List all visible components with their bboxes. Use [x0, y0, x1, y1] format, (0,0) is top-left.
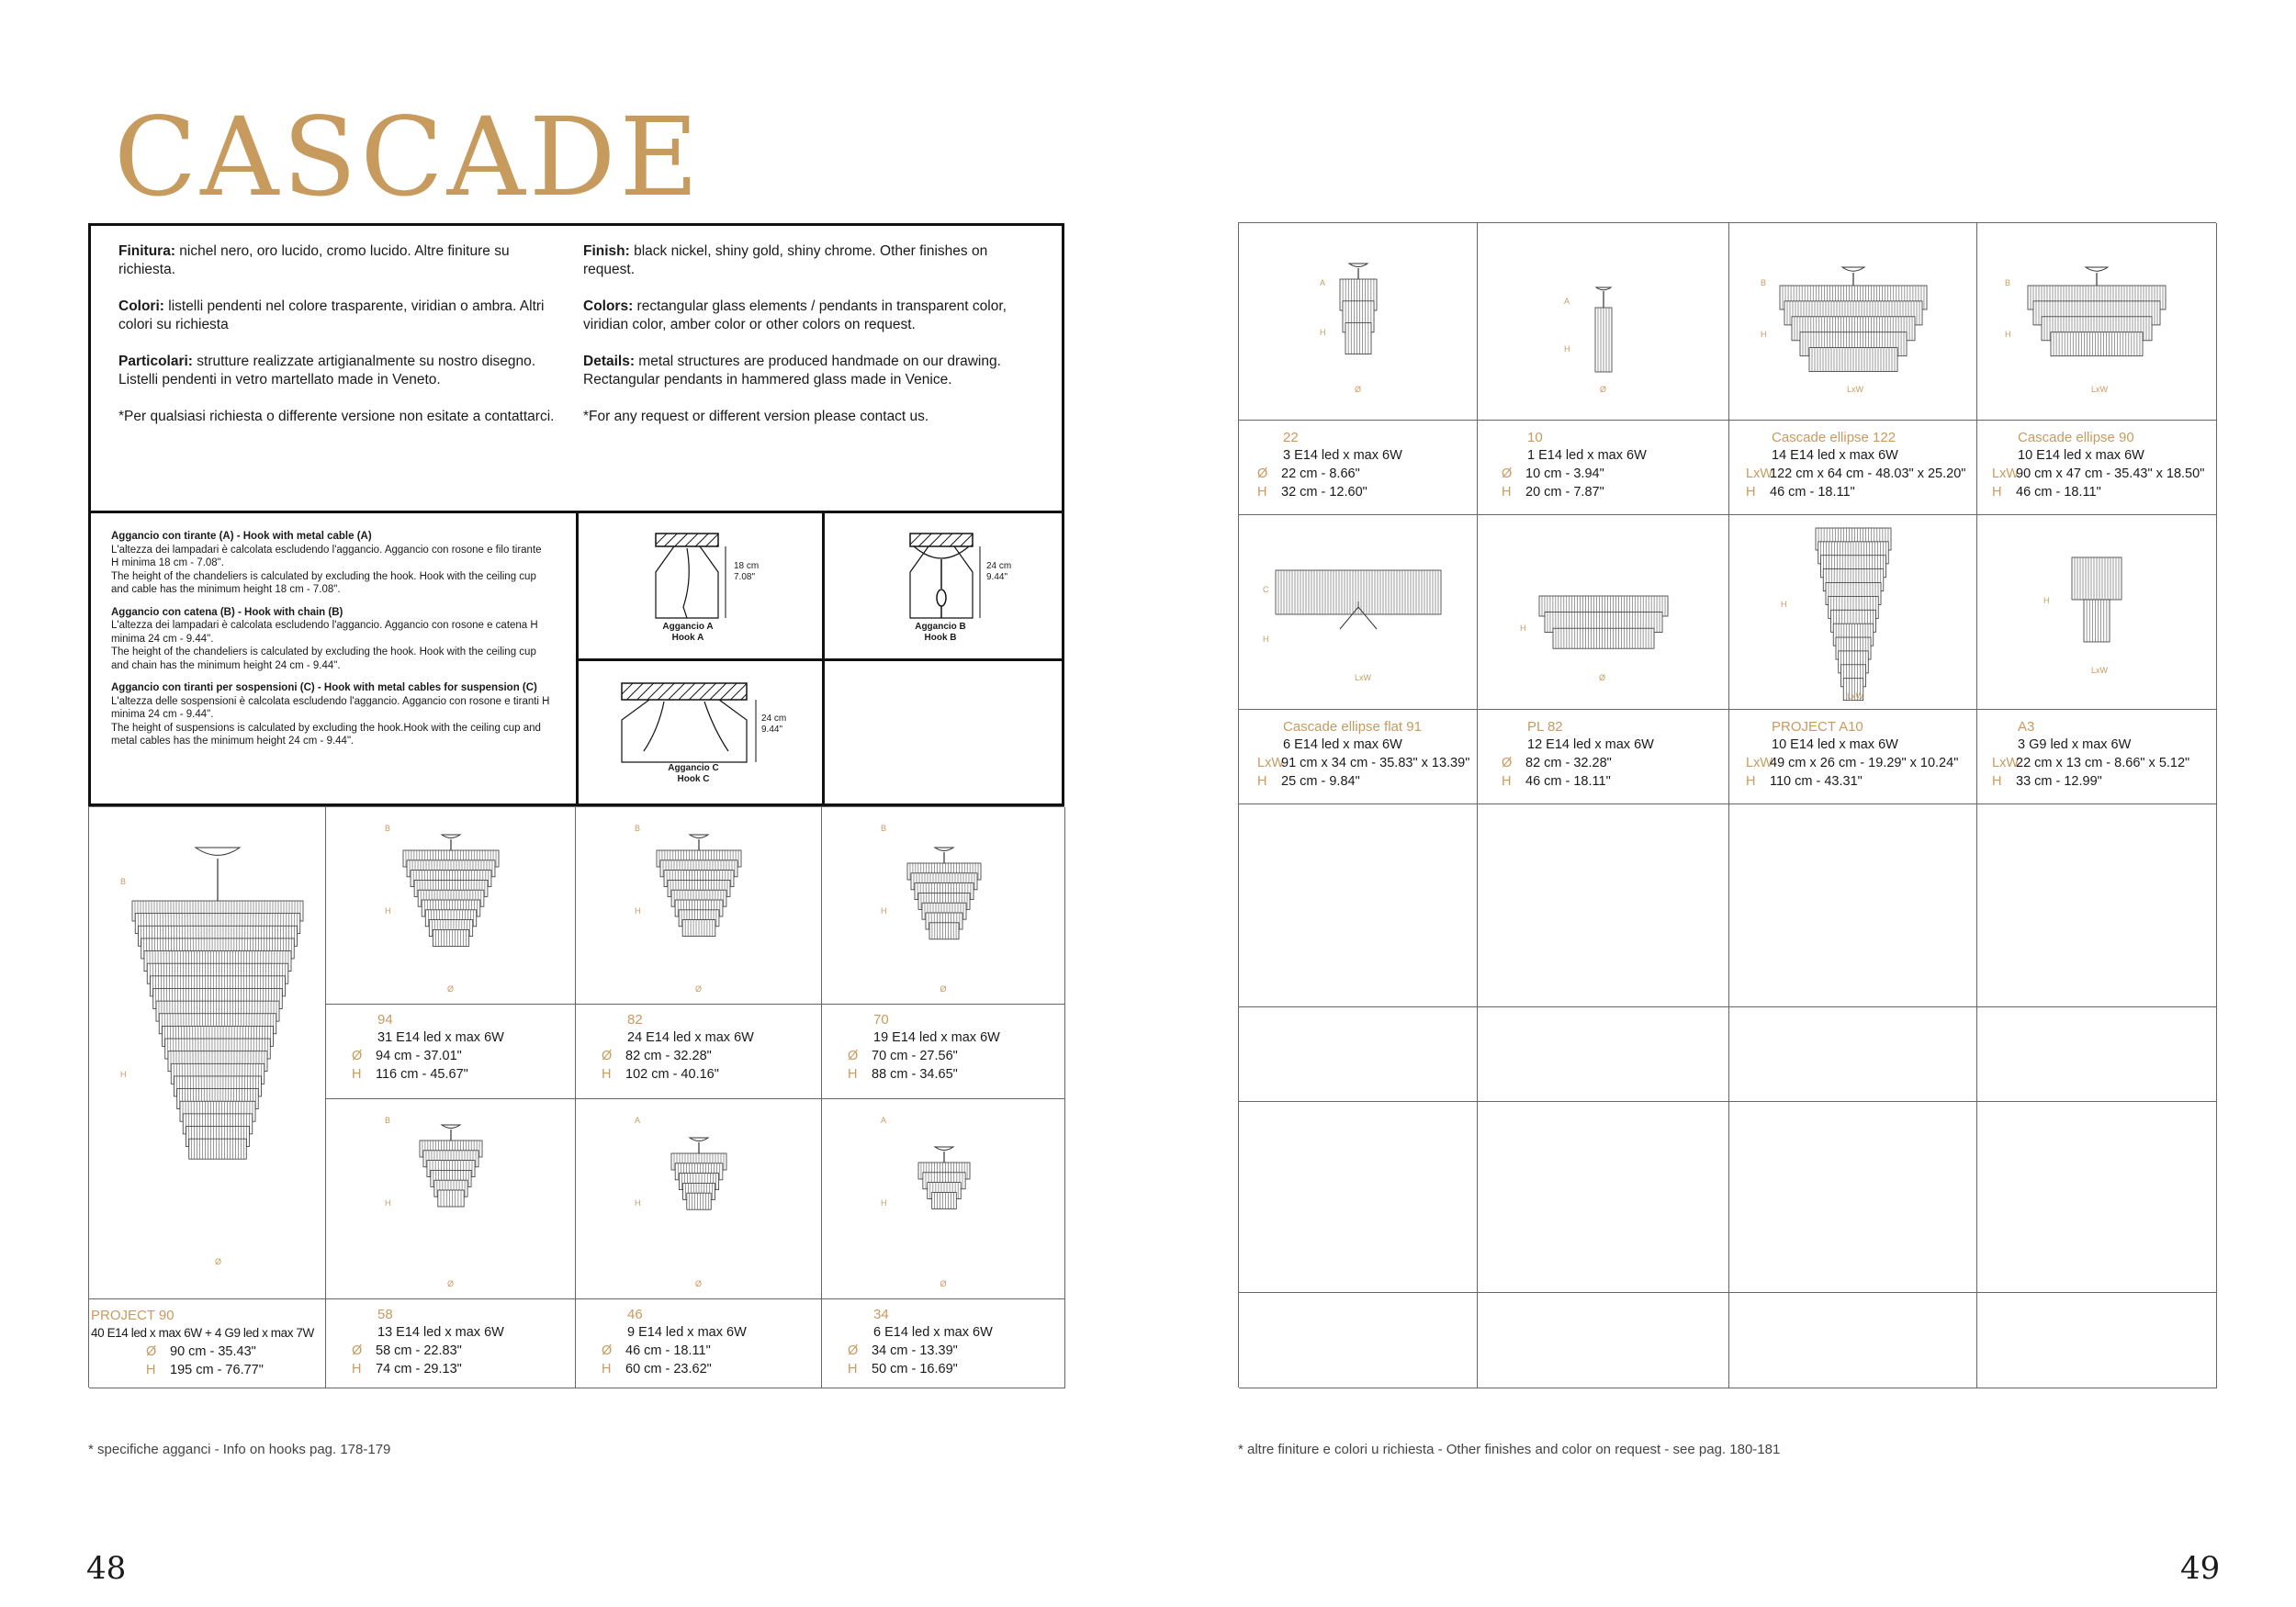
height-value: 46 cm - 18.11" [1525, 774, 1611, 789]
product-dimension [1746, 756, 1958, 770]
height-symbol: H [1746, 774, 1756, 789]
hook-a-en: The height of the chandeliers is calculated by excluding the hook. Hook with the ceiling cup and cable has the minimum height 18 cm - 7.08". [111, 570, 536, 595]
dimension-symbol: LxW [1746, 466, 1773, 481]
dimension-value: 46 cm - 18.11" [625, 1343, 711, 1358]
product-dimension [1257, 466, 1360, 481]
hook-c-title: Aggancio con tiranti per sospensioni (C) - Hook with metal cables for suspension (C) [111, 682, 537, 693]
product-dimension [352, 1343, 462, 1358]
product-name: 46 [627, 1307, 643, 1322]
height-value: 110 cm - 43.31" [1770, 774, 1863, 789]
hook-b-drawing [910, 534, 1011, 635]
product-spec: 13 E14 led x max 6W [377, 1325, 504, 1340]
dim-label-lxw: LxW [2091, 666, 2108, 675]
dim-label-h: H [635, 1198, 641, 1208]
dimension-value: 49 cm x 26 cm - 19.29" x 10.24" [1770, 756, 1959, 770]
dim-label-h: H [2043, 596, 2050, 605]
product-spec: 3 G9 led x max 6W [2018, 737, 2132, 752]
product-height [1992, 774, 2102, 789]
dim-label-a: A [1320, 278, 1326, 287]
product-spec: 6 E14 led x max 6W [873, 1325, 993, 1340]
height-symbol: H [352, 1067, 362, 1082]
dim-label-d: Ø [695, 1279, 703, 1288]
dim-label-b: B [2005, 278, 2011, 287]
product-height [602, 1067, 719, 1082]
grid-cell [1977, 1102, 2217, 1293]
height-value: 46 cm - 18.11" [2016, 485, 2101, 500]
details-text-en: metal structures are produced handmade on our drawing. Rectangular pendants in hammered glass made in Venice. [583, 354, 1001, 388]
chandelier-tier [1276, 570, 1441, 614]
dim-label-top: B [881, 824, 887, 833]
chandelier-tier [433, 929, 468, 946]
product-height [1257, 774, 1360, 789]
height-symbol: H [1502, 774, 1512, 789]
dim-label-d: Ø [1599, 673, 1606, 682]
chandelier-tier [1345, 323, 1371, 354]
product-height [1502, 774, 1611, 789]
grid-cell [1478, 1007, 1729, 1102]
dimension-value: 58 cm - 22.83" [376, 1343, 462, 1358]
dim-label-h: H [1564, 344, 1570, 354]
chandelier-tier [189, 1139, 247, 1159]
grid-cell [1239, 1102, 1478, 1293]
product-height [848, 1362, 958, 1377]
chandelier-tier [682, 920, 715, 937]
product-height [1746, 774, 1863, 789]
chandelier-drawing [98, 848, 337, 1215]
dim-label-top: A [635, 1116, 641, 1125]
dim-label-h: H [120, 1070, 127, 1079]
dimension-symbol: Ø [352, 1343, 363, 1358]
dimension-value: 90 cm x 47 cm - 35.43" x 18.50" [2016, 466, 2205, 481]
product-name: Cascade ellipse flat 91 [1283, 719, 1422, 735]
dim-label-h: H [635, 906, 641, 916]
dim-label-d: Ø [1600, 385, 1607, 394]
dimension-symbol: Ø [1502, 466, 1513, 481]
grid-cell [1977, 1293, 2217, 1388]
height-symbol: H [602, 1362, 612, 1377]
details-label-en: Details: [583, 354, 635, 369]
dim-label-h: H [385, 1198, 391, 1208]
left-product-grid [88, 806, 1064, 1388]
dim-label-h: H [1520, 624, 1526, 633]
product-name: Cascade ellipse 122 [1772, 430, 1896, 445]
hook-b-en: The height of the chandeliers is calculated by excluding the hook. Hook with the ceiling cup and chain has the minimum height 24 cm - 9.44". [111, 646, 536, 671]
colors-text-it: listelli pendenti nel colore trasparente, viridian o ambra. Altri colori su richiesta [118, 298, 545, 332]
hook-b-caption: Aggancio B Hook B [915, 622, 966, 643]
height-value: 102 cm - 40.16" [625, 1067, 719, 1082]
chandelier-tier [1809, 348, 1897, 372]
hook-c-it: L'altezza delle sospensioni è calcolata escludendo l'aggancio. Aggancio con rosone e tiranti H minima 24 cm - 9.44". [111, 695, 550, 720]
height-symbol: H [1746, 485, 1756, 500]
colors-label-it: Colori: [118, 298, 164, 314]
dimension-value: 94 cm - 37.01" [376, 1049, 462, 1063]
grid-cell [1729, 1102, 1977, 1293]
dim-label-lxw: LxW [2091, 385, 2108, 394]
hook-b-dim: 24 cm 9.44" [986, 561, 1012, 582]
chandelier-tier [2072, 557, 2122, 600]
product-dimension [1502, 466, 1604, 481]
chandelier-tier [1553, 628, 1654, 648]
height-symbol: H [1992, 774, 2002, 789]
product-name: 22 [1283, 430, 1299, 445]
product-dimension [1992, 756, 2189, 770]
dim-label-top: B [385, 824, 391, 833]
dim-label-d: Ø [215, 1257, 222, 1266]
product-spec: 10 E14 led x max 6W [1772, 737, 1898, 752]
product-dimension [1257, 756, 1469, 770]
product-name: 94 [377, 1012, 393, 1028]
dimension-value: 10 cm - 3.94" [1525, 466, 1604, 481]
product-spec: 6 E14 led x max 6W [1283, 737, 1402, 752]
dimension-value: 122 cm x 64 cm - 48.03" x 25.20" [1770, 466, 1966, 481]
product-spec: 12 E14 led x max 6W [1527, 737, 1654, 752]
product-dimension [146, 1344, 256, 1359]
dim-label-h: H [1320, 328, 1326, 337]
details-text-it: strutture realizzate artigianalmente su nostro disegno. Listelli pendenti in vetro martellato made in Veneto. [118, 354, 536, 388]
dim-label-top: A [881, 1116, 887, 1125]
chandelier-drawing [580, 1138, 818, 1505]
dim-label-h: H [385, 906, 391, 916]
grid-cell [1478, 1102, 1729, 1293]
dim-label-top: B [385, 1116, 391, 1125]
hook-a-drawing [656, 534, 760, 635]
chandelier-drawing [1239, 570, 1478, 938]
product-name: PROJECT A10 [1772, 719, 1863, 735]
product-name: 58 [377, 1307, 393, 1322]
dim-label-h: H [1781, 600, 1787, 609]
product-spec: 24 E14 led x max 6W [627, 1030, 754, 1045]
dim-label-d: Ø [1355, 385, 1362, 394]
dimension-symbol: Ø [848, 1049, 859, 1063]
height-value: 33 cm - 12.99" [2016, 774, 2102, 789]
product-spec: 14 E14 led x max 6W [1772, 448, 1898, 463]
height-symbol: H [1257, 485, 1267, 500]
product-spec: 1 E14 led x max 6W [1527, 448, 1647, 463]
finish-label-it: Finitura: [118, 243, 175, 259]
product-height [1746, 485, 1855, 500]
height-symbol: H [146, 1363, 156, 1377]
dimension-symbol: Ø [848, 1343, 859, 1358]
dim-label-a: A [1564, 297, 1570, 306]
dim-label-top: B [635, 824, 641, 833]
dimension-symbol: Ø [352, 1049, 363, 1063]
product-spec: 9 E14 led x max 6W [627, 1325, 747, 1340]
product-dimension [1502, 756, 1612, 770]
dimension-symbol: LxW [1992, 466, 2019, 481]
details-label-it: Particolari: [118, 354, 193, 369]
hook-a-title: Aggancio con tirante (A) - Hook with metal cable (A) [111, 531, 372, 542]
footnote-left: * specifiche agganci - Info on hooks pag. 178-179 [88, 1442, 391, 1457]
dim-label-h: H [2005, 330, 2011, 339]
product-spec: 19 E14 led x max 6W [873, 1030, 1000, 1045]
dimension-value: 90 cm - 35.43" [170, 1344, 256, 1359]
height-value: 25 cm - 9.84" [1281, 774, 1360, 789]
grid-cell [1729, 1007, 1977, 1102]
chandelier-tier [687, 1193, 711, 1209]
chandelier-drawing [332, 1125, 570, 1492]
product-spec: 40 E14 led x max 6W + 4 G9 led x max 7W [91, 1326, 314, 1340]
product-dimension [602, 1049, 712, 1063]
product-height [146, 1363, 264, 1377]
finish-text-it: nichel nero, oro lucido, cromo lucido. Altre finiture su richiesta. [118, 243, 510, 277]
height-value: 88 cm - 34.65" [872, 1067, 958, 1082]
dim-label-lxw: LxW [1847, 385, 1863, 394]
product-name: Cascade ellipse 90 [2018, 430, 2134, 445]
product-height [1992, 485, 2101, 500]
info-italian [118, 242, 568, 444]
product-name: 10 [1527, 430, 1543, 445]
dim-label-h: H [881, 1198, 887, 1208]
hook-c-drawing [622, 683, 769, 775]
dim-label-d: Ø [447, 1279, 455, 1288]
grid-cell [1239, 1007, 1478, 1102]
dimension-symbol: Ø [602, 1343, 613, 1358]
note-it: *Per qualsiasi richiesta o differente versione non esitate a contattarci. [118, 409, 555, 424]
product-name: 34 [873, 1307, 889, 1322]
product-height [602, 1362, 712, 1377]
dimension-value: 82 cm - 32.28" [625, 1049, 712, 1063]
info-box [88, 223, 1064, 512]
dim-label-h: H [1761, 330, 1767, 339]
dim-label-lxw: LxW [1847, 691, 1863, 701]
info-english [583, 242, 1033, 444]
product-dimension [602, 1343, 711, 1358]
height-symbol: H [848, 1362, 858, 1377]
chandelier-tier [2084, 600, 2110, 642]
dim-label-d: Ø [940, 1279, 947, 1288]
dimension-value: 70 cm - 27.56" [872, 1049, 958, 1063]
product-name: PROJECT 90 [91, 1308, 174, 1323]
dim-label-d: Ø [447, 984, 455, 994]
hook-a-it: L'altezza dei lampadari è calcolata escludendo l'aggancio. Aggancio con rosone e filo tirante H minima 18 cm - 7.08". [111, 544, 542, 568]
chandelier-tier [931, 1192, 956, 1208]
dim-label-b: B [1761, 278, 1767, 287]
note-en: *For any request or different version please contact us. [583, 409, 929, 424]
dimension-value: 22 cm - 8.66" [1281, 466, 1360, 481]
hook-b-it: L'altezza dei lampadari è calcolata escludendo l'aggancio. Aggancio con rosone e catena H minima 24 cm - 9.44". [111, 620, 538, 645]
product-height [1502, 485, 1604, 500]
dimension-symbol: Ø [146, 1344, 157, 1359]
hook-c-en: The height of suspensions is calculated by excluding the hook.Hook with the ceiling cup and metal cables has the minimum height 24 cm - 9.44". [111, 722, 541, 747]
chandelier-tier [2051, 332, 2143, 356]
product-height [352, 1067, 468, 1082]
footnote-right: * altre finiture e colori u richiesta - Other finishes and color on request - see pag. 180-181 [1238, 1442, 1781, 1457]
dimension-symbol: LxW [1992, 756, 2019, 770]
page-title: CASCADE [114, 94, 703, 220]
product-name: 70 [873, 1012, 889, 1028]
height-value: 74 cm - 29.13" [376, 1362, 462, 1377]
hook-c-caption: Aggancio C Hook C [668, 763, 719, 784]
chandelier-tier [438, 1190, 464, 1207]
grid-cell [1478, 1293, 1729, 1388]
product-spec: 31 E14 led x max 6W [377, 1030, 504, 1045]
dim-label-h: H [1263, 635, 1269, 644]
product-name: 82 [627, 1012, 643, 1028]
dim-label-lxw: LxW [1355, 673, 1371, 682]
colors-label-en: Colors: [583, 298, 634, 314]
height-value: 60 cm - 23.62" [625, 1362, 712, 1377]
hook-a-dim: 18 cm 7.08" [734, 561, 760, 582]
height-value: 20 cm - 7.87" [1525, 485, 1604, 500]
product-name: A3 [2018, 719, 2035, 735]
dim-label-d: Ø [695, 984, 703, 994]
height-value: 195 cm - 76.77" [170, 1363, 264, 1377]
colors-text-en: rectangular glass elements / pendants in transparent color, viridian color, amber color or other colors on request. [583, 298, 1007, 332]
height-value: 32 cm - 12.60" [1281, 485, 1367, 500]
page-number-left: 48 [86, 1550, 127, 1587]
dim-label-d: Ø [940, 984, 947, 994]
height-symbol: H [352, 1362, 362, 1377]
product-spec: 3 E14 led x max 6W [1283, 448, 1402, 463]
product-dimension [1746, 466, 1965, 481]
grid-cell [1729, 1293, 1977, 1388]
dimension-value: 82 cm - 32.28" [1525, 756, 1612, 770]
grid-cell [1239, 1293, 1478, 1388]
dimension-symbol: Ø [1502, 756, 1513, 770]
height-symbol: H [848, 1067, 858, 1082]
product-dimension [1992, 466, 2204, 481]
height-value: 116 cm - 45.67" [376, 1067, 468, 1082]
right-product-grid [1238, 222, 2216, 1388]
product-height [848, 1067, 958, 1082]
hooks-divider [576, 658, 1064, 661]
height-value: 46 cm - 18.11" [1770, 485, 1855, 500]
dimension-symbol: LxW [1257, 756, 1284, 770]
hook-a-caption: Aggancio A Hook A [662, 622, 714, 643]
dim-label-c: C [1263, 585, 1269, 594]
hook-c-dim: 24 cm 9.44" [761, 714, 787, 735]
height-symbol: H [1992, 485, 2002, 500]
dimension-symbol: LxW [1746, 756, 1773, 770]
product-dimension [848, 1049, 958, 1063]
height-symbol: H [1502, 485, 1512, 500]
dim-label-h: H [881, 906, 887, 916]
height-symbol: H [602, 1067, 612, 1082]
product-name: PL 82 [1527, 719, 1563, 735]
finish-label-en: Finish: [583, 243, 630, 259]
hooks-description [111, 530, 552, 758]
product-dimension [848, 1343, 958, 1358]
dimension-value: 22 cm x 13 cm - 8.66" x 5.12" [2016, 756, 2190, 770]
page-number-right: 49 [2180, 1550, 2221, 1587]
product-spec: 10 E14 led x max 6W [2018, 448, 2144, 463]
grid-cell [1977, 1007, 2217, 1102]
chandelier-tier [1595, 308, 1612, 372]
height-value: 50 cm - 16.69" [872, 1362, 958, 1377]
product-dimension [352, 1049, 462, 1063]
dimension-value: 34 cm - 13.39" [872, 1343, 958, 1358]
dim-label-b: B [120, 877, 127, 886]
chandelier-tier [929, 923, 959, 939]
product-height [1257, 485, 1367, 500]
dimension-symbol: Ø [602, 1049, 613, 1063]
dimension-symbol: Ø [1257, 466, 1268, 481]
hook-b-title: Aggancio con catena (B) - Hook with chain (B) [111, 606, 343, 618]
hooks-box [88, 511, 1064, 806]
height-symbol: H [1257, 774, 1267, 789]
dimension-value: 91 cm x 34 cm - 35.83" x 13.39" [1281, 756, 1470, 770]
product-height [352, 1362, 462, 1377]
finish-text-en: black nickel, shiny gold, shiny chrome. Other finishes on request. [583, 243, 988, 277]
chandelier-drawing [1734, 528, 1973, 895]
